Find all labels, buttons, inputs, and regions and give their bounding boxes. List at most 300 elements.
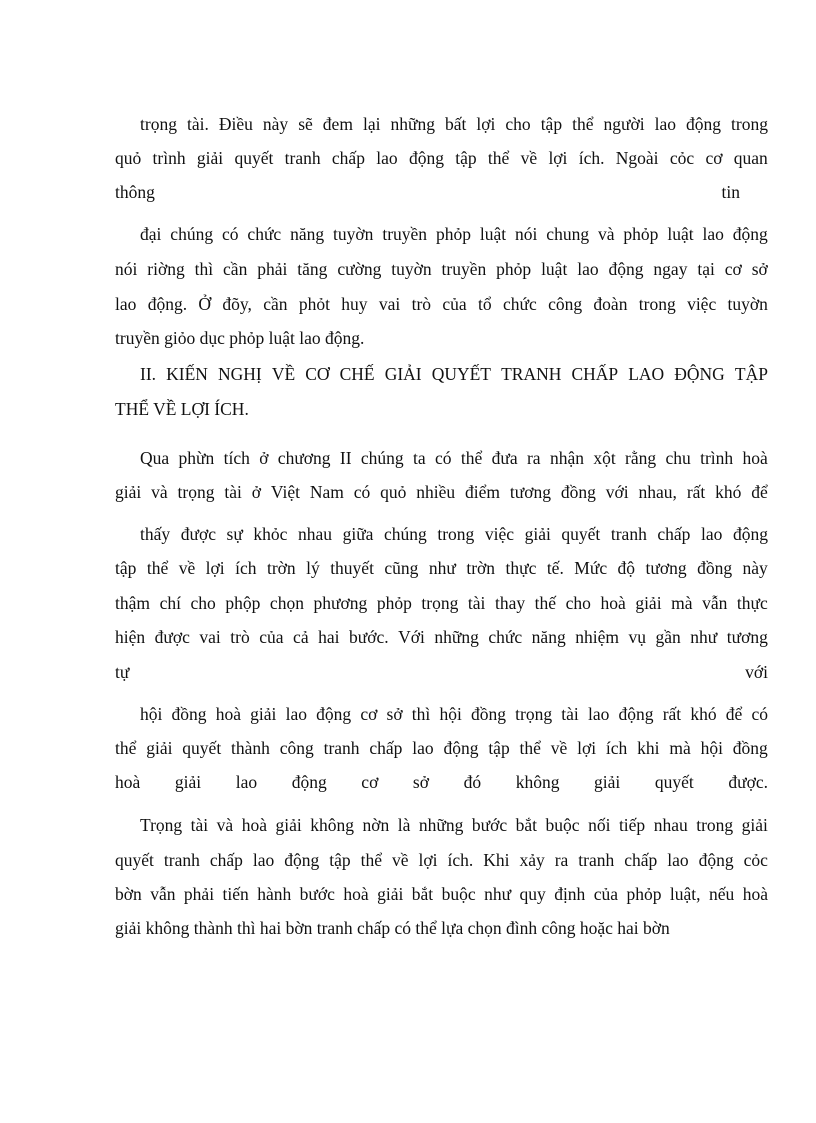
word: hoà [600,593,626,613]
text-line [115,627,768,647]
word: nhận [549,448,584,468]
word: lại [362,114,381,134]
word: động [618,704,654,724]
word: giải [741,815,768,835]
word: chương [277,448,331,468]
word: trờn [266,558,296,578]
word: luật [667,224,694,244]
word: tự [115,662,130,682]
word: bất [444,114,467,134]
word: tuyờn [391,259,432,279]
section-heading: THỂ VỀ LỢI ÍCH. [115,399,249,419]
word: hành [257,884,292,904]
word: sở [412,772,429,792]
word: phải [183,884,215,904]
word: nếu [708,884,735,904]
word: huy [341,294,368,314]
word: người [603,114,645,134]
word: II. [140,364,157,384]
word: chọn [269,593,304,613]
word: rất [686,482,706,502]
word: quỏ [380,482,407,502]
word: ta [413,448,426,468]
word: bờn [115,884,142,904]
word: tập [115,558,137,578]
word: về [178,558,196,578]
word: lao [701,524,723,544]
text-line [115,558,768,578]
word: tuyờn [727,294,768,314]
word: lao [412,738,434,758]
word: thực [505,558,537,578]
word: động. [147,294,188,314]
word: Mức [574,558,608,578]
word: thậm [115,593,150,613]
word: của [593,884,619,904]
word: những [418,815,464,835]
word: như [484,884,512,904]
word: trò [411,294,432,314]
word: chung [546,224,590,244]
text-line: truyền giỏo dục phỏp luật lao động. [115,328,365,348]
word: này [742,558,768,578]
word: Qua [140,448,170,468]
word: động [316,704,352,724]
word: thể [572,114,594,134]
word: sở [751,259,768,279]
word: quỏ [115,148,142,168]
word: tổ [478,294,492,314]
word: động [284,850,320,870]
word: rằng [625,448,657,468]
word: KIẾN [166,364,208,384]
word: luật, [669,884,701,904]
word: giải [174,772,202,792]
word: lao [235,772,258,792]
word: nói [115,259,138,279]
word: giải [115,482,142,502]
word: buộc [545,815,580,835]
word: lao [587,704,610,724]
word: buộc [441,884,476,904]
word: lợi [418,850,438,870]
word: luật [541,259,568,279]
word: ở [251,482,261,502]
word: vẫn [150,884,176,904]
word: vai [378,294,401,314]
word: giải [146,738,173,758]
word: tập [455,148,477,168]
word: giữa [342,524,374,544]
word: thể [519,738,541,758]
word: cơ [361,772,379,792]
word: tranh [284,148,321,168]
word: tương [726,627,768,647]
word: nhau, [638,482,677,502]
word: ngay [653,259,688,279]
word: đồng [470,704,506,724]
word: chúng [360,448,404,468]
word: năng [531,627,566,647]
word: về [520,148,538,168]
word: chí [159,593,181,613]
word: để [725,704,743,724]
text-line [140,114,768,134]
word: phỏt [298,294,330,314]
word: đồng [171,704,207,724]
word: của [442,294,467,314]
word: tập [540,114,563,134]
word: lợi [577,738,597,758]
word: cũng [384,558,419,578]
word: quyết [234,148,274,168]
word: quyết [115,850,154,870]
word: khỏc [253,524,288,544]
word: Ngoài [615,148,659,168]
word: nhau [297,524,333,544]
word: tập [488,738,510,758]
word: thể [360,850,382,870]
word: hoà [115,772,141,792]
word: ĐỘNG [674,364,725,384]
word: đó [463,772,482,792]
word: điểm [465,482,501,502]
word: giải [594,772,621,792]
word: chúng [170,224,214,244]
word: giải [635,593,662,613]
word: lao [285,704,307,724]
word: bắt [411,884,434,904]
word: mà [669,738,691,758]
word: tuyờn [333,224,374,244]
word: cho [190,593,216,613]
word: động [686,114,722,134]
word: thể [487,148,510,168]
text-line [140,815,768,835]
word: nhiệm [575,627,619,647]
word: thể [460,448,483,468]
word: tài. [186,114,209,134]
word: cần [263,294,288,314]
word: lý [306,558,320,578]
word: trọng [177,482,215,502]
word: có [435,448,452,468]
word: rất [662,704,682,724]
word: thuyết [330,558,374,578]
word: phương [313,593,368,613]
word: CHẤP [571,364,619,384]
text-line [115,294,768,314]
word: là [397,815,411,835]
word: chức [502,294,537,314]
word: giải [377,884,404,904]
word: để [751,482,768,502]
word: vụ [628,627,646,647]
word: đồng [560,482,596,502]
word: VỀ [271,364,296,384]
text-line [140,448,768,468]
word: quyết [182,738,222,758]
word: hội [140,704,163,724]
word: phừn [178,448,215,468]
word: thông [115,182,155,202]
word: chấp [624,850,658,870]
word: hiện [115,627,146,647]
word: như [428,558,456,578]
word: của [259,627,284,647]
word: đoàn [593,294,628,314]
word: lao [252,850,275,870]
word: nói [515,224,538,244]
word: thế [534,593,557,613]
word: tranh [323,738,360,758]
word: cần [223,259,248,279]
word: động [698,850,734,870]
word: thành [231,738,270,758]
word: sự [226,524,243,544]
word: trò [230,627,250,647]
word: phỏp [626,884,662,904]
word: nhau [653,815,688,835]
word: lao [115,294,137,314]
word: những [434,627,479,647]
word: chức [247,224,282,244]
word: hai [318,627,340,647]
word: hoà [215,704,241,724]
word: lợi [548,148,568,168]
word: động [291,772,327,792]
word: nờn [362,815,390,835]
word: Việt [270,482,300,502]
word: xột [593,448,616,468]
word: LAO [628,364,665,384]
word: lao [577,259,599,279]
word: về [550,738,568,758]
word: tế. [546,558,564,578]
word: cho [505,114,531,134]
word: Khi [483,850,510,870]
word: khi [637,738,660,758]
word: ích [605,738,628,758]
word: động [608,259,644,279]
word: cỏc [669,148,695,168]
text-line [115,148,768,168]
word: tiến [222,884,249,904]
word: trọng [515,704,553,724]
word: đồng [697,558,733,578]
word: công [279,738,314,758]
word: tranh [578,850,615,870]
word: hội [439,704,462,724]
word: không [310,815,354,835]
word: truyền [441,259,487,279]
word: riờng [147,259,185,279]
word: hoà [742,884,768,904]
word: đại [140,224,162,244]
word: thể [146,558,169,578]
word: được [154,627,190,647]
word: hoà [241,815,267,835]
section-heading [140,364,768,384]
text-line [115,738,768,758]
word: tranh [610,524,647,544]
word: II [339,448,352,468]
word: định [554,884,586,904]
text-line: giải không thành thì hai bờn tranh chấp có thể lựa chọn đình công hoặc hai bờn [115,918,670,938]
word: và [597,224,615,244]
word: được [180,524,216,544]
word: trình [152,148,186,168]
word: luật [479,224,507,244]
word: trong [731,114,768,134]
word: Với [398,627,425,647]
word: động [732,224,768,244]
word: năng [290,224,325,244]
word: trọng [140,114,177,134]
word: tích [223,448,250,468]
word: nhiều [416,482,456,502]
text-line [115,772,768,792]
word: tài [561,704,579,724]
word: tranh [163,850,200,870]
word: giải [196,148,224,168]
word: tài [190,815,209,835]
word: lợi [476,114,496,134]
word: cơ [360,704,378,724]
word: được. [728,772,768,792]
word: trong [638,294,676,314]
word: này [262,114,289,134]
word: tiếp [618,815,646,835]
word: chấp [369,738,403,758]
word: động [443,738,479,758]
word: Điều [218,114,253,134]
word: cường [337,259,382,279]
word: TRANH [501,364,562,384]
word: công [548,294,583,314]
word: chức [488,627,523,647]
word: động [408,148,444,168]
word: hoà [343,884,369,904]
word: trong [696,815,734,835]
word: quan [733,148,768,168]
word: thực [736,593,768,613]
word: thì [411,704,431,724]
word: có [353,482,371,502]
text-line [115,662,768,682]
word: phỏp [376,593,412,613]
word: tại [697,259,715,279]
word: phỏp [496,259,532,279]
word: như [690,627,718,647]
word: khó [715,482,742,502]
word: với [745,662,768,682]
word: hội [700,738,723,758]
word: Ở [198,294,212,314]
word: việc [484,524,515,544]
word: quyết [561,524,601,544]
word: ra [526,448,541,468]
word: ở [259,448,269,468]
word: lao [702,224,724,244]
text-line [115,850,768,870]
word: ích. [578,148,605,168]
word: vẫn [702,593,728,613]
text-line [140,704,768,724]
word: giải [275,815,302,835]
word: phải [257,259,288,279]
word: lao [654,114,677,134]
word: bước [299,884,335,904]
word: phỏp [623,224,659,244]
word: phỏp [435,224,471,244]
text-line [115,259,768,279]
word: độ [617,558,636,578]
text-line [140,524,768,544]
text-line [140,224,768,244]
word: chúng [384,524,427,544]
word: những [390,114,435,134]
word: việc [687,294,717,314]
word: TẬP [734,364,768,384]
word: sẽ [298,114,313,134]
word: tương [645,558,687,578]
word: thay [494,593,526,613]
word: quy [519,884,546,904]
word: đem [322,114,353,134]
word: tập [329,850,351,870]
word: bước [471,815,508,835]
word: vai [199,627,221,647]
word: mà [671,593,693,613]
word: về [391,850,409,870]
word: trọng [421,593,459,613]
word: động [732,524,768,544]
word: lợi [205,558,225,578]
word: truyền [382,224,428,244]
word: ra [554,850,569,870]
word: tương [509,482,552,502]
word: chu [665,448,691,468]
word: và [151,482,168,502]
word: lao [376,148,398,168]
text-line [115,182,740,202]
word: trờn [466,558,496,578]
word: sở [386,704,403,724]
word: thấy [140,524,171,544]
word: NGHỊ [217,364,262,384]
word: trong [437,524,475,544]
word: quyết [654,772,694,792]
word: thể [115,738,137,758]
word: GIẢI [384,364,422,384]
word: Nam [309,482,344,502]
word: xảy [519,850,545,870]
word: hoà [742,448,768,468]
word: QUYẾT [431,364,491,384]
word: giải [250,704,277,724]
word: đồng [732,738,768,758]
word: chấp [657,524,691,544]
text-line [115,884,768,904]
text-line [115,482,768,502]
word: khó [690,704,717,724]
word: Trọng [140,815,183,835]
word: tài [467,593,486,613]
word: ích. [447,850,474,870]
word: cỏc [743,850,768,870]
word: cho [565,593,591,613]
